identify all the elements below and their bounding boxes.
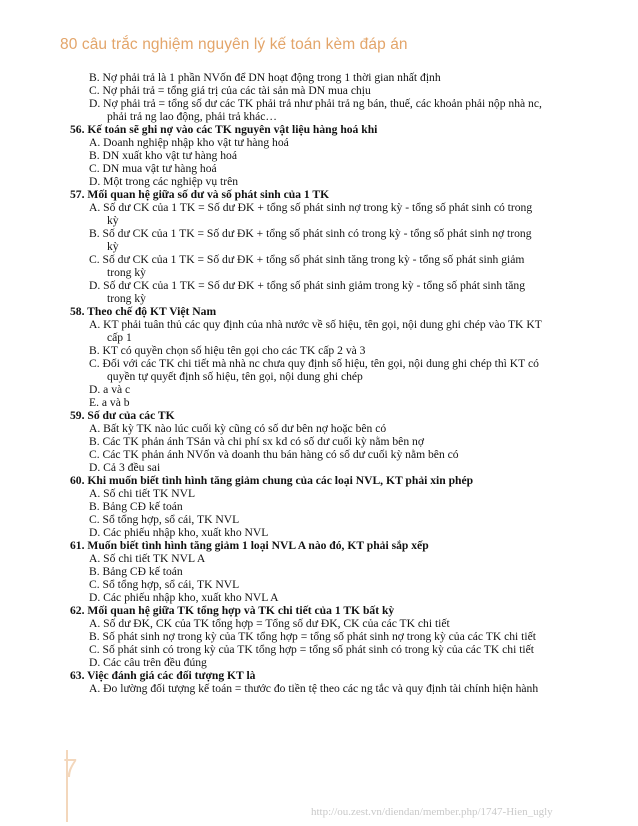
answer-option: B. Nợ phải trả là 1 phần NVốn để DN hoạt động trong 1 thời gian nhất định — [89, 71, 441, 84]
answer-option: B. Số phát sinh nợ trong kỳ của TK tổng hợp = tổng số phát sinh nợ trong kỳ của các TK chi tiết — [89, 630, 536, 643]
question-heading: 58. Theo chế độ KT Việt Nam — [70, 305, 217, 318]
question-heading: 57. Mối quan hệ giữa số dư và số phát sinh của 1 TK — [70, 188, 330, 201]
question-heading: 63. Việc đánh giá các đối tượng KT là — [70, 669, 256, 682]
answer-option: D. Cả 3 đều sai — [89, 461, 161, 474]
answer-option: D. Một trong các nghiệp vụ trên — [89, 175, 239, 188]
answer-option: A. Doanh nghiệp nhập kho vật tư hàng hoá — [89, 136, 289, 149]
answer-option: D. Các phiếu nhập kho, xuất kho NVL A — [89, 591, 279, 604]
answer-option: A. Đo lường đối tượng kế toán = thước đo tiền tệ theo các ng tắc và quy định tài chính hiện hành — [89, 682, 539, 695]
answer-continuation: phải trả ng lao động, phải trả khác… — [107, 110, 277, 123]
document-header-title: 80 câu trắc nghiệm nguyên lý kế toán kèm đáp án — [60, 36, 408, 53]
answer-option: C. Các TK phản ánh NVốn và doanh thu bán hàng có số dư cuối kỳ nằm bên có — [89, 448, 459, 461]
answer-option: D. Các phiếu nhập kho, xuất kho NVL — [89, 526, 269, 539]
quiz-content — [70, 71, 590, 695]
answer-option: B. Số dư CK của 1 TK = Số dư ĐK + tổng số phát sinh có trong kỳ - tổng số phát sinh nợ trong — [89, 227, 532, 240]
answer-option: C. Số phát sinh có trong kỳ của TK tổng hợp = tổng số phát sinh có trong kỳ của các TK chi tiết — [89, 643, 535, 656]
answer-option: D. Số dư CK của 1 TK = Số dư ĐK + tổng số phát sinh giảm trong kỳ - tổng số phát sinh tăng — [89, 279, 526, 292]
answer-option: A. Số chi tiết TK NVL — [89, 487, 196, 500]
question-heading: 60. Khi muốn biết tình hình tăng giảm chung của các loại NVL, KT phải xin phép — [70, 474, 474, 487]
answer-option: A. Số chi tiết TK NVL A — [89, 552, 206, 565]
question-heading: 62. Mối quan hệ giữa TK tổng hợp và TK chi tiết của 1 TK bất kỳ — [70, 604, 395, 617]
answer-option: C. Đối với các TK chi tiết mà nhà nc chưa quy định số hiệu, tên gọi, nội dung ghi chép thì KT có — [89, 357, 539, 370]
answer-option: B. Các TK phản ánh TSản và chi phí sx kd có số dư cuối kỳ nằm bên nợ — [89, 435, 424, 448]
answer-continuation: cấp 1 — [107, 331, 132, 344]
answer-option: C. Sổ tổng hợp, sổ cái, TK NVL — [89, 513, 240, 526]
answer-option: A. Số dư CK của 1 TK = Số dư ĐK + tổng số phát sinh nợ trong kỳ - tổng số phát sinh có trong — [89, 201, 533, 214]
page-number: 7 — [63, 753, 78, 783]
answer-option: E. a và b — [89, 396, 130, 409]
answer-option: B. Bảng CĐ kế toán — [89, 500, 183, 513]
answer-option: B. Bảng CĐ kế toán — [89, 565, 183, 578]
answer-option: A. Số dư ĐK, CK của TK tổng hợp = Tổng số dư ĐK, CK của các TK chi tiết — [89, 617, 450, 630]
answer-option: C. Số dư CK của 1 TK = Số dư ĐK + tổng số phát sinh tăng trong kỳ - tổng số phát sinh giảm — [89, 253, 525, 266]
answer-option: C. Sổ tổng hợp, sổ cái, TK NVL — [89, 578, 240, 591]
answer-option: B. DN xuất kho vật tư hàng hoá — [89, 149, 237, 162]
answer-option: C. Nợ phải trả = tổng giá trị của các tài sản mà DN mua chịu — [89, 84, 371, 97]
answer-option: B. KT có quyền chọn số hiệu tên gọi cho các TK cấp 2 và 3 — [89, 344, 366, 357]
footer-url: http://ou.zest.vn/diendan/member.php/1747-Hien_ugly — [311, 806, 553, 818]
question-heading: 61. Muốn biết tình hình tăng giảm 1 loại NVL A nào đó, KT phải sắp xếp — [70, 539, 429, 552]
answer-continuation: kỳ — [107, 214, 119, 227]
question-heading: 59. Số dư của các TK — [70, 409, 175, 422]
answer-option: C. DN mua vật tư hàng hoá — [89, 162, 217, 175]
answer-option: A. KT phải tuân thủ các quy định của nhà nước về số hiệu, tên gọi, nội dung ghi chép vào TK KT — [89, 318, 542, 331]
question-heading: 56. Kế toán sẽ ghi nợ vào các TK nguyên vật liệu hàng hoá khi — [70, 123, 378, 136]
answer-option: D. a và c — [89, 383, 131, 396]
answer-option: D. Các câu trên đều đúng — [89, 656, 207, 669]
answer-continuation: trong kỳ — [107, 266, 146, 279]
answer-continuation: trong kỳ — [107, 292, 146, 305]
answer-continuation: kỳ — [107, 240, 119, 253]
answer-option: A. Bất kỳ TK nào lúc cuối kỳ cũng có số dư bên nợ hoặc bên có — [89, 422, 387, 435]
answer-option: D. Nợ phải trả = tổng số dư các TK phải trả như phải trả ng bán, thuế, các khoản phải nộp nhà nc, — [89, 97, 542, 110]
answer-continuation: quyền tự quyết định số hiệu, tên gọi, nội dung ghi chép — [107, 370, 363, 383]
